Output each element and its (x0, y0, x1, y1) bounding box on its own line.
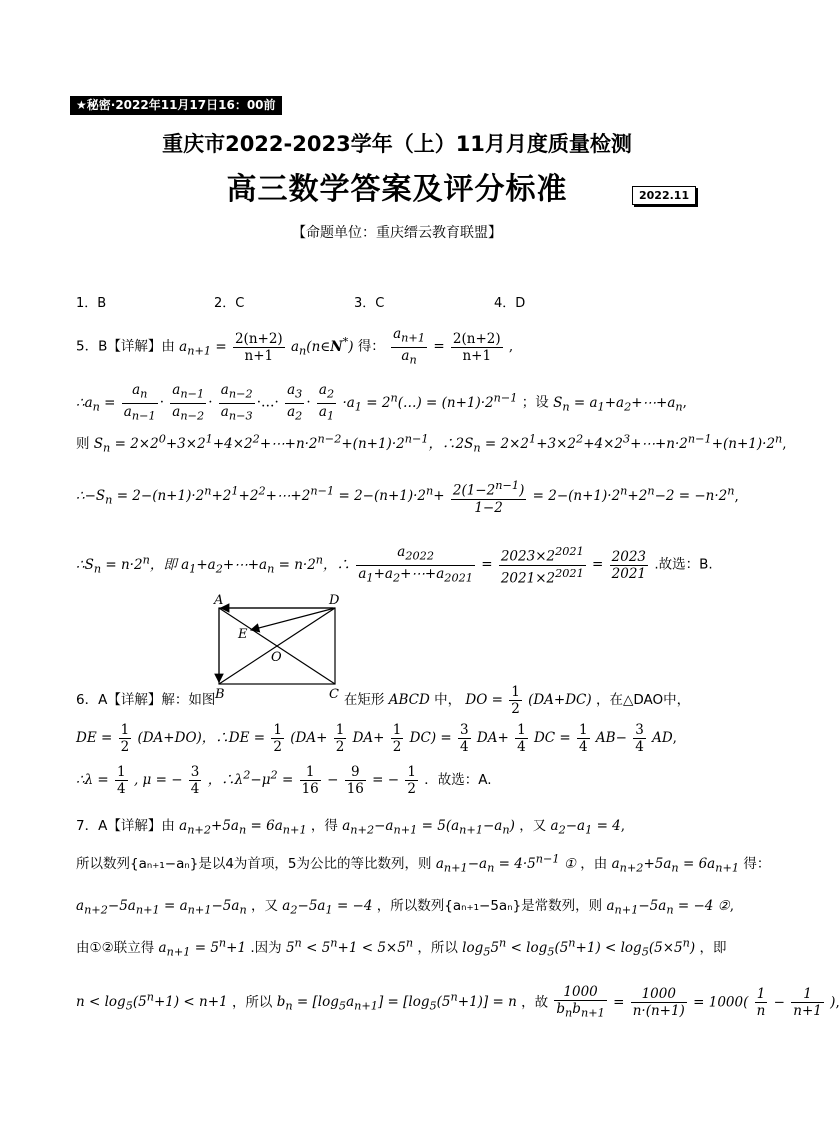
q7-line1: 7．A【详解】由 $a_{n+2}+5a_n = 6a_{n+1}$ ，得 $a_{n+2}-a_{n+1} = 5(a_{n+1}-a_n)$ ，又 $a_2-a_1 = 4$, (76, 818, 626, 837)
q7-line3: $a_{n+2}-5a_{n+1} = a_{n+1}-5a_n$ ，又 $a_2-5a_1 = -4$ ，所以数列{aₙ₊₁−5aₙ}是常数列，则 $a_{n+1}-5a_n = -4$ ②, (76, 898, 735, 917)
q6-line3: ∴λ = $\frac{1}{4}$ , μ = − $\frac{3}{4}$ ，$\therefore\lambda^2-\mu^2$ = $\frac{1}{16}$ − $\frac{9}{16}$ = − $\frac{1}{2}$ ．故选：A. (76, 764, 492, 797)
vertex-label-b: B (215, 687, 225, 702)
q5-line3: 则 $S_n$ = $2\times 2^0+3\times 2^1+4\times 2^2+\cdots+n\cdot 2^{n-2}+(n+1)\cdot 2^{n-1}$，$\therefore 2S_n$ = $2\times 2^1+3\times 2^2+4\times 2^3+\cdots+n\cdot 2^{n-1}+(n+1)\cdot 2^n$, (76, 432, 787, 455)
vertex-label-a: A (214, 593, 224, 608)
q6-line1: 6．A【详解】解：如图 在矩形 ABCD 中， DO = $\frac{1}{2}$ (DA+DC) ，在△DAO中， (76, 684, 691, 717)
q7-line5: $n < \log_5(5^n+1) < n+1$ ，所以 $b_n = [\log_5a_{n+1}] = [\log_5(5^n+1)] = n$ ，故 $\frac{1000}{b_nb_{n+1}}$ = $\frac{1000}{n\cdot(n+1)}$ = 1000( $\frac{1}{n}$ − $\frac{1}{n+1}$ ), (76, 984, 840, 1020)
q6-line2: DE = $\frac{1}{2}$ (DA+DO)，∴DE = $\frac{1}{2}$ (DA+ $\frac{1}{2}$ DA+ $\frac{1}{2}$ DC) = $\frac{3}{4}$ DA+ $\frac{1}{4}$ DC = $\frac{1}{4}$ AB− $\frac{3}{4}$ AD, (76, 722, 677, 755)
q7-line4: 由①②联立得 $a_{n+1} = 5^n+1$ .因为 $5^n < 5^n+1 < 5\times 5^n$ ，所以 $\log_55^n < \log_5(5^n+1) < \log_5(5\times 5^n)$ ，即 (76, 936, 727, 959)
answer-1: 1．B (76, 296, 107, 311)
answer-2: 2．C (214, 296, 245, 311)
confidential-badge: ★秘密·2022年11月17日16：00前 (70, 96, 282, 115)
q5-line1: 5．B【详解】由 $a_{n+1}$ = $\frac{2(n+2)}{n+1}$ $a_n(n\in N^*)$ 得： $\frac{a_{n+1}}{a_n}$ = $\frac{2(n+2)}{n+1}$ , (76, 326, 514, 367)
vertex-label-c: C (329, 687, 339, 702)
exam-title: 重庆市2022-2023学年（上）11月月度质量检测 (162, 132, 632, 156)
answer-4: 4．D (494, 296, 526, 311)
q5-line5: $\therefore S_n = n\cdot 2^n$，即 $a_1+a_2+\cdots+a_n = n\cdot 2^n$，∴ $\frac{a_{2022}}{a_1+a_2+\cdots+a_{2021}}$ = $\frac{2023\times 2^{2021}}{2021\times 2^{2021}}$ = $\frac{2023}{2021}$ .故选：B. (76, 544, 713, 587)
q5-line2: $\therefore a_n$ = $\frac{a_n}{a_{n-1}}$ · $\frac{a_{n-1}}{a_{n-2}}$ · $\frac{a_{n-2}}{a_{n-3}}$ ·…· $\frac{a_3}{a_2}$ · $\frac{a_2}{a_1}$ $\cdot a_1$ = $2^n(\dots) = (n+1)\cdot 2^{n-1}$ ；设 $S_n$ = $a_1+a_2+\cdots+a_n$, (76, 382, 687, 423)
q7-line2: 所以数列{aₙ₊₁−aₙ}是以4为首项，5为公比的等比数列，则 $a_{n+1}-a_n = 4\cdot 5^{n-1}$ ① ，由 $a_{n+2}+5a_n = 6a_{n+1}$ 得： (76, 852, 771, 875)
answer-3: 3．C (354, 296, 385, 311)
point-label-o: O (271, 650, 282, 665)
point-label-e: E (238, 627, 248, 642)
author-unit: 【命题单位：重庆缙云教育联盟】 (292, 225, 502, 241)
date-tag: 2022.11 (632, 186, 696, 205)
q5-line4: $\therefore-S_n$ = $2-(n+1)\cdot 2^n+2^1+2^2+\cdots+2^{n-1} = 2-(n+1)\cdot 2^n+$ $\frac{2(1-2^{n-1})}{1-2}$ = $2-(n+1)\cdot 2^n+2^n-2 = -n\cdot 2^n$, (76, 479, 739, 516)
document-title: 高三数学答案及评分标准 (226, 172, 568, 207)
vertex-label-d: D (329, 593, 340, 608)
